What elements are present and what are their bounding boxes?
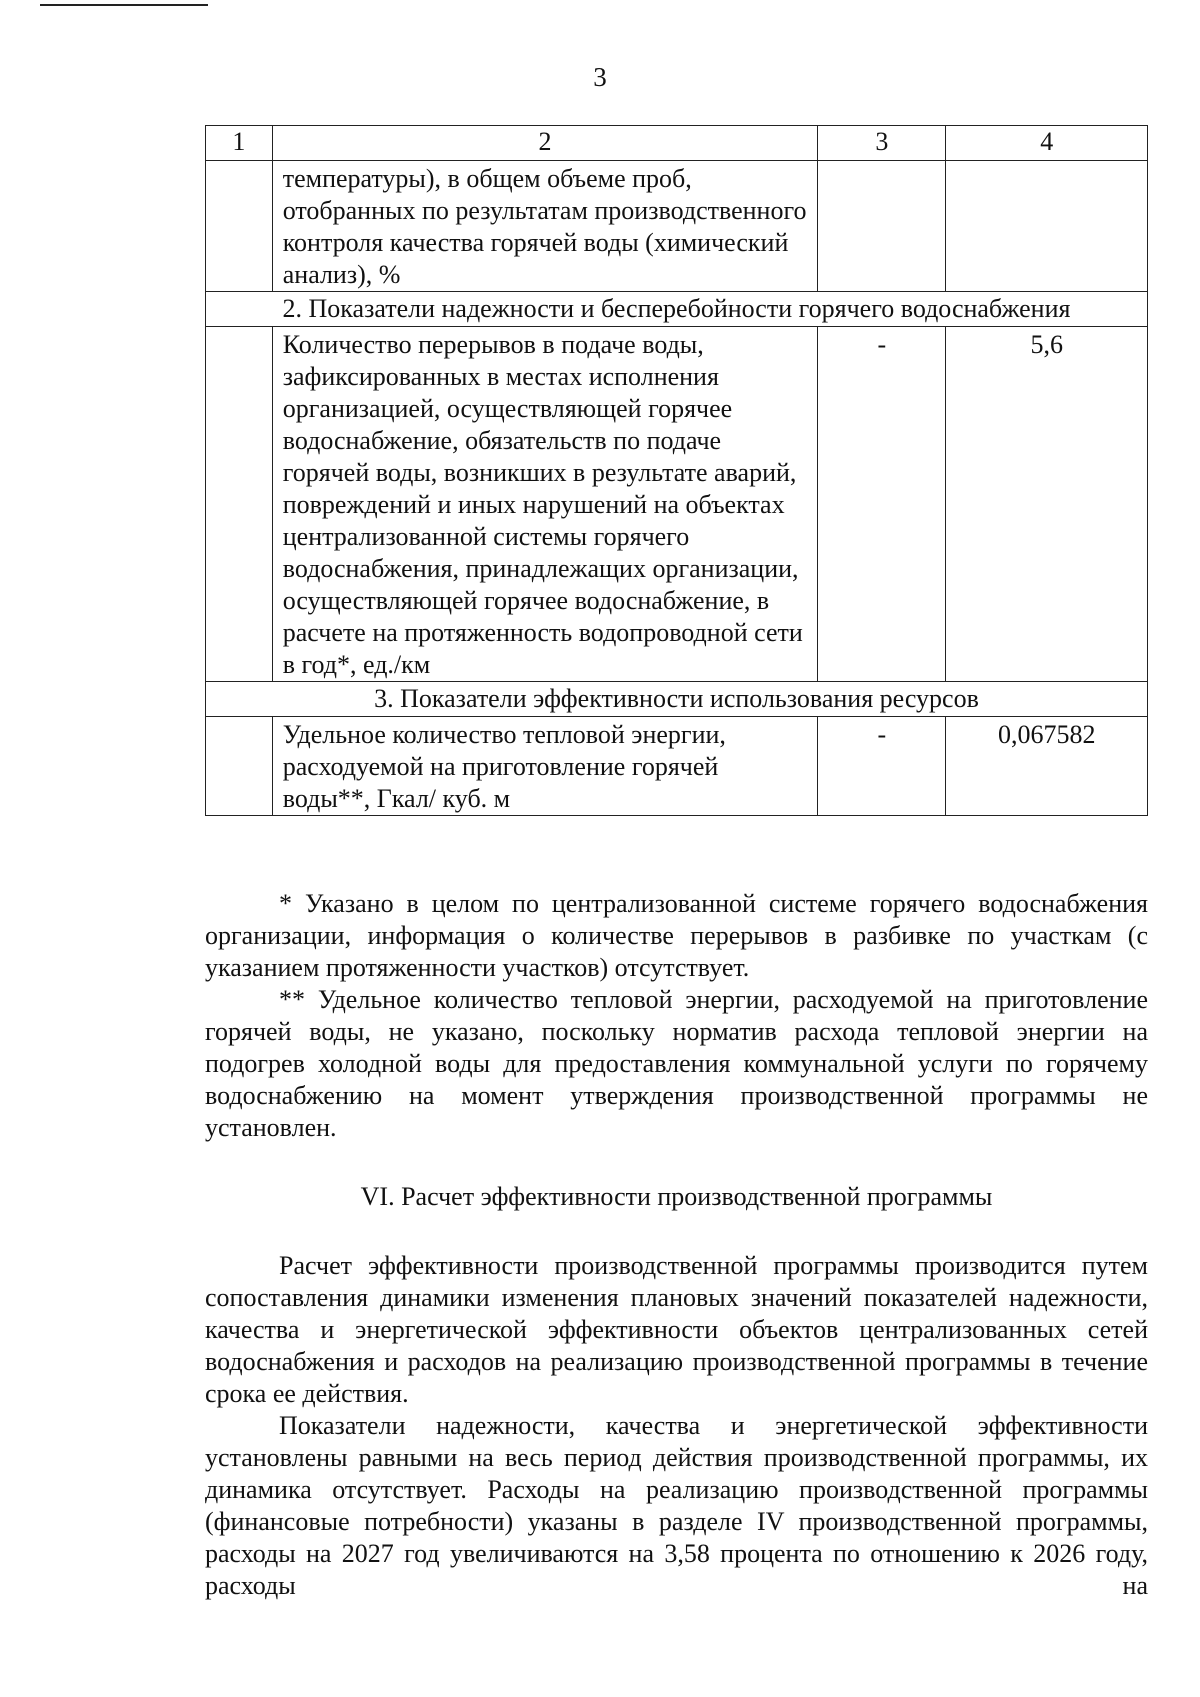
section-2-title-row (206, 292, 1148, 327)
paragraph: Показатели надежности, качества и энергетической эффективности установлены равными на весь период действия производственной программы, их динамика отсутствует. Расходы на реализацию производственной программы (финансовые потребности) указаны в разделе IV производственной программы, расходы на 2027 год увеличиваются на 3,58 процента по отношению к 2026 году, расходы на (205, 1411, 1148, 1600)
table-header-row (206, 126, 1148, 161)
page-number: 3 (593, 62, 607, 92)
header-col-3: 3 (818, 126, 946, 161)
heat-energy-col3-cell: - (818, 717, 946, 816)
interruptions-indicator-cell: Количество перерывов в подаче воды, зафиксированных в местах исполнения организацией, осуществляющей горячее водоснабжение, обязательств по подаче горячей воды, возникших в результате аварий, повреждений и иных нарушений на объектах централизованной системы горячего водоснабжения, принадлежащих организации, осуществляющей горячее водоснабжение, в расчете на протяженность водопроводной сети в год*, ед./км (272, 327, 818, 682)
indicators-table (205, 125, 1148, 816)
empty-cell (946, 161, 1148, 292)
heat-energy-indicator-cell: Удельное количество тепловой энергии, расходуемой на приготовление горячей воды**, Гкал/ куб. м (272, 717, 818, 816)
heat-energy-value-cell: 0,067582 (946, 717, 1148, 816)
empty-cell (818, 161, 946, 292)
continuation-text-cell: температуры), в общем объеме проб, отобранных по результатам производственного контроля качества горячей воды (химический анализ), % (272, 161, 818, 292)
section-vi-heading: VI. Расчет эффективности производственной программы (360, 1182, 993, 1211)
paragraph: Расчет эффективности производственной программы производится путем сопоставления динамики изменения плановых значений показателей надежности, качества и энергетической эффективности объектов централизованных сетей водоснабжения и расходов на реализацию производственной программы в течение срока ее действия. (205, 1251, 1148, 1408)
section-3-title: 3. Показатели эффективности использования ресурсов (206, 682, 1148, 717)
row-number-cell (206, 327, 273, 682)
footnote-2: ** Удельное количество тепловой энергии, расходуемой на приготовление горячей воды, не указано, поскольку норматив расхода тепловой энергии на подогрев холодной воды для предоставления коммунальной услуги по горячему водоснабжению на момент утверждения производственной программы не установлен. (205, 985, 1148, 1142)
table-row (206, 717, 1148, 816)
section-2-title: 2. Показатели надежности и бесперебойности горячего водоснабжения (206, 292, 1148, 327)
header-col-1: 1 (206, 126, 273, 161)
interruptions-value-cell: 5,6 (946, 327, 1148, 682)
table-row (206, 161, 1148, 292)
header-col-2: 2 (272, 126, 818, 161)
corner-line (40, 4, 208, 6)
interruptions-col3-cell: - (818, 327, 946, 682)
row-number-cell (206, 717, 273, 816)
row-number-cell (206, 161, 273, 292)
section-3-title-row (206, 682, 1148, 717)
footnote-1: * Указано в целом по централизованной системе горячего водоснабжения организации, информация о количестве перерывов в разбивке по участкам (с указанием протяженности участков) отсутствует. (205, 889, 1148, 982)
table-row (206, 327, 1148, 682)
footnotes (205, 888, 1148, 1144)
section-vi-body (205, 1250, 1148, 1602)
header-col-4: 4 (946, 126, 1148, 161)
